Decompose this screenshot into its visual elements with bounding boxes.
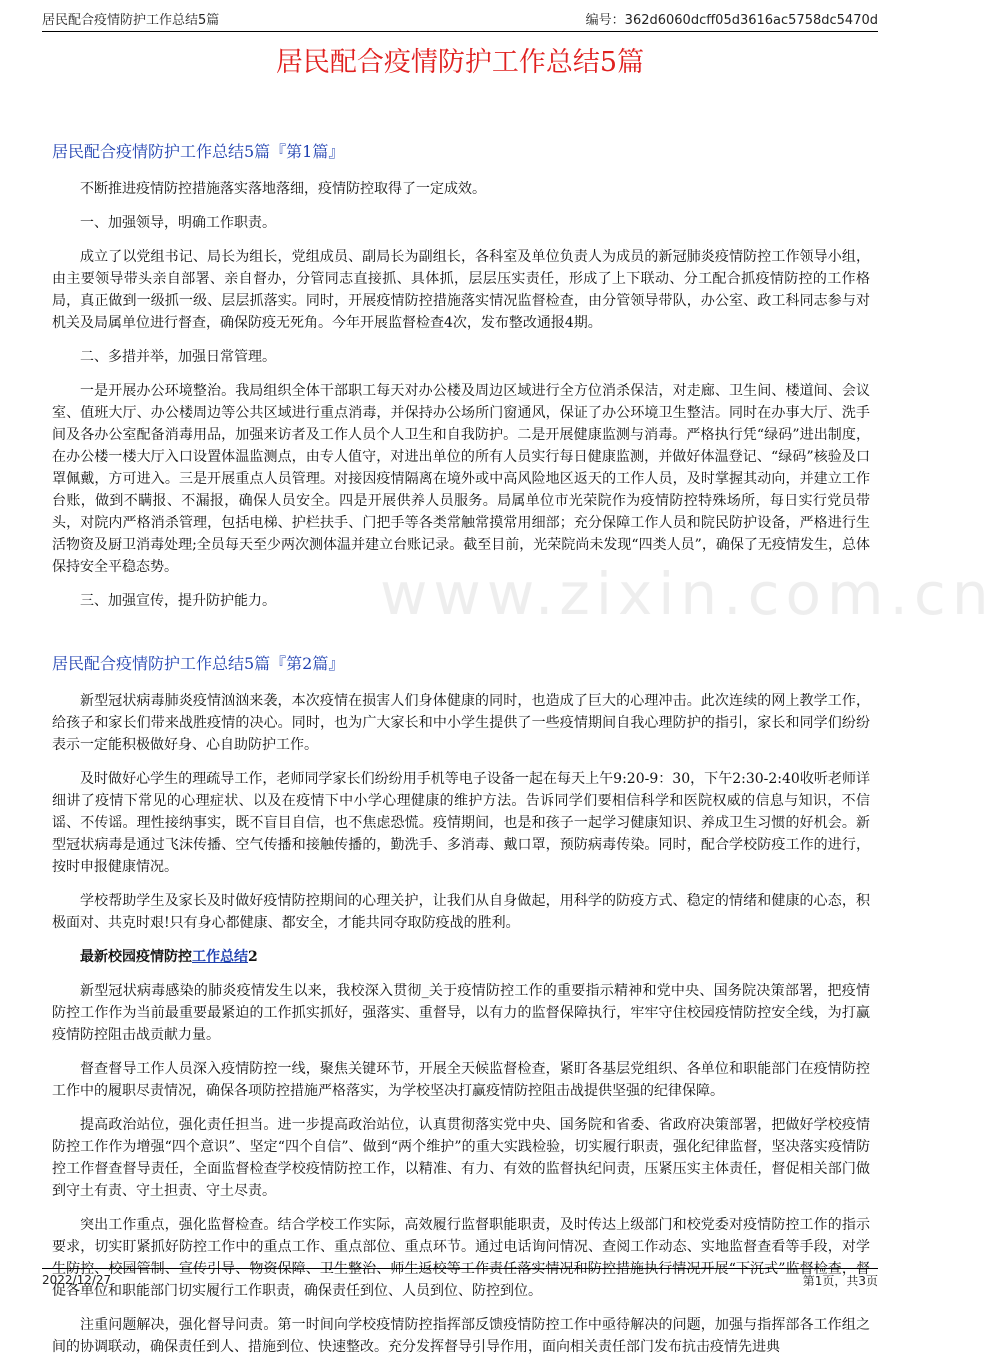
paragraph: 提高政治站位，强化责任担当。进一步提高政治站位，认真贯彻落实党中央、国务院和省委、省政府决策部署，把做好学校疫情防控工作作为增强“四个意识”、坚定“四个自信”、做到“两个维护”的重大实践检验，切实履行职责，强化纪律监督，坚决落实疫情防控工作督查督导责任，全面监督检查学校疫情防控工作，以精准、有力、有效的监督执纪问责，压紧压实主体责任，督促相关部门做到守土有责、守土担责、守土尽责。: [52, 1117, 870, 1199]
page-header: [42, 10, 878, 32]
paragraph: 一、加强领导，明确工作职责。: [80, 215, 276, 231]
footer-page-number: 第1页，共3页: [802, 1273, 878, 1288]
paragraph: 学校帮助学生及家长及时做好疫情防控期间的心理关护，让我们从自身做起，用科学的防疫方式、稳定的情绪和健康的心态，积极面对、共克时艰!只有身心都健康、都安全，才能共同夺取防疫战的胜利。: [52, 893, 870, 931]
document-body: [52, 140, 870, 1370]
paragraph: 二、多措并举，加强日常管理。: [80, 349, 276, 365]
header-doc-title: 居民配合疫情防护工作总结5篇: [42, 13, 220, 28]
paragraph: 注重问题解决，强化督导问责。第一时间向学校疫情防控指挥部反馈疫情防控工作中亟待解决的问题，加强与指挥部各工作组之间的协调联动，确保责任到人、措施到位、快速整改。充分发挥督导引导作用，面向相关责任部门发布抗击疫情先进典: [52, 1317, 870, 1355]
paragraph: 督查督导工作人员深入疫情防控一线，聚焦关键环节，开展全天候监督检查，紧盯各基层党组织、各单位和职能部门在疫情防控工作中的履职尽责情况，确保各项防控措施严格落实，为学校坚决打赢疫情防控阻击战提供坚强的纪律保障。: [52, 1061, 870, 1099]
paragraph: 新型冠状病毒肺炎疫情汹汹来袭，本次疫情在损害人们身体健康的同时，也造成了巨大的心理冲击。此次连续的网上教学工作，给孩子和家长们带来战胜疫情的决心。同时，也为广大家长和中小学生提供了一些疫情期间自我心理防护的指引，家长和同学们纷纷表示一定能积极做好身、心自助防护工作。: [52, 693, 870, 753]
paragraph: 三、加强宣传，提升防护能力。: [80, 593, 276, 609]
watermark: www.zixin.com.cn: [380, 560, 995, 628]
subsection-heading: [52, 946, 870, 968]
document-title: 居民配合疫情防护工作总结5篇: [275, 47, 645, 78]
paragraph: 突出工作重点，强化监督检查。结合学校工作实际，高效履行监督职能职责，及时传达上级部门和校党委对疫情防控工作的指示要求，切实盯紧抓好防控工作中的重点工作、重点部位、重点环节。通过电话询问情况、查阅工作动态、实地监督查看等手段，对学生防控、校园管制、宣传引导、物资保障、卫生整治、师生返校等工作责任落实情况和防控措施执行情况开展“下沉式”监督检查，督促各单位和职能部门切实履行工作职责，确保责任到位、人员到位、防控到位。: [52, 1217, 870, 1299]
subsection-heading-suffix: 2: [248, 949, 258, 965]
work-summary-link[interactable]: 工作总结: [192, 949, 248, 965]
section-heading-2[interactable]: 居民配合疫情防护工作总结5篇『第2篇』: [52, 654, 345, 673]
header-doc-number: 编号：362d6060dcff05d3616ac5758dc5470d: [585, 13, 878, 28]
section-heading-1[interactable]: 居民配合疫情防护工作总结5篇『第1篇』: [52, 142, 345, 161]
paragraph: 新型冠状病毒感染的肺炎疫情发生以来，我校深入贯彻_关于疫情防控工作的重要指示精神和党中央、国务院决策部署，把疫情防控工作作为当前最重要最紧迫的工作抓实抓好，强落实、重督导，以有力的监督保障执行，牢牢守住校园疫情防控安全线，为打赢疫情防控阻击战贡献力量。: [52, 983, 870, 1043]
paragraph: 及时做好心学生的理疏导工作，老师同学家长们纷纷用手机等电子设备一起在每天上午9:20-9：30，下午2:30-2:40收听老师详细讲了疫情下常见的心理症状、以及在疫情下中小学心理健康的维护方法。告诉同学们要相信科学和医院权威的信息与知识，不信谣、不传谣。理性接纳事实，既不盲目自信，也不焦虑恐慌。疫情期间，也是和孩子一起学习健康知识、养成卫生习惯的好机会。新型冠状病毒是通过飞沫传播、空气传播和接触传播的，勤洗手、多消毒、戴口罩，预防病毒传染。同时，配合学校防疫工作的进行，按时申报健康情况。: [52, 771, 870, 875]
page-footer: [42, 1268, 878, 1291]
paragraph: 成立了以党组书记、局长为组长，党组成员、副局长为副组长，各科室及单位负责人为成员的新冠肺炎疫情防控工作领导小组，由主要领导带头亲自部署、亲自督办，分管同志直接抓、具体抓，层层压实责任，形成了上下联动、分工配合抓疫情防控的工作格局，真正做到一级抓一级、层层抓落实。同时，开展疫情防控措施落实情况监督检查，由分管领导带队，办公室、政工科同志参与对机关及局属单位进行督查，确保防疫无死角。今年开展监督检查4次，发布整改通报4期。: [52, 249, 870, 331]
paragraph: 不断推进疫情防控措施落实落地落细，疫情防控取得了一定成效。: [80, 181, 486, 197]
paragraph: 一是开展办公环境整治。我局组织全体干部职工每天对办公楼及周边区域进行全方位消杀保洁，对走廊、卫生间、楼道间、会议室、值班大厅、办公楼周边等公共区域进行重点消毒，并保持办公场所门窗通风，保证了办公环境卫生整洁。同时在办事大厅、洗手间及各办公室配备消毒用品，加强来访者及工作人员个人卫生和自我防护。二是开展健康监测与消毒。严格执行凭“绿码”进出制度，在办公楼一楼大厅入口设置体温监测点，由专人值守，对进出单位的所有人员实行每日健康监测，并做好体温登记、“绿码”核验及口罩佩戴，方可进入。三是开展重点人员管理。对接因疫情隔离在境外或中高风险地区返天的工作人员，及时掌握其动向，并建立工作台账，做到不瞒报、不漏报，确保人员安全。四是开展供养人员服务。局属单位市光荣院作为疫情防控特殊场所，每日实行党员带头，对院内严格消杀管理，包括电梯、护栏扶手、门把手等各类常触常摸常用细部；充分保障工作人员和院民防护设备，严格进行生活物资及厨卫消毒处理;全员每天至少两次测体温并建立台账记录。截至目前，光荣院尚未发现“四类人员”，确保了无疫情发生，总体保持安全平稳态势。: [52, 383, 870, 575]
subsection-heading-prefix: 最新校园疫情防控: [80, 949, 192, 965]
footer-date: 2022/12/27: [42, 1273, 112, 1287]
